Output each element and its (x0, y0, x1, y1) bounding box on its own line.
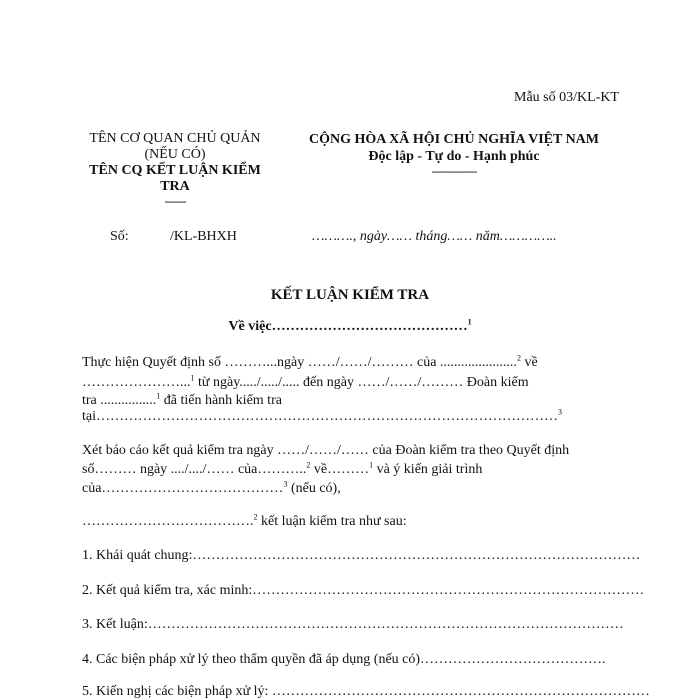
text-span: ………………………………. (82, 514, 254, 529)
footnote-mark: 3 (283, 479, 288, 489)
paragraph-2-line-2 (82, 462, 482, 478)
national-motto-block (284, 131, 624, 177)
text-span: số……… ngày ..../..../…… của……….. (82, 462, 307, 477)
text-span: Thực hiện Quyết định số ………...ngày ……/……/……… của ...................... (82, 355, 517, 370)
paragraph-1-line-3 (82, 393, 282, 409)
footnote-mark: 2 (516, 353, 521, 363)
inspection-agency-name: TÊN CQ KẾT LUẬN KIỂM (89, 163, 261, 178)
subject-line (0, 319, 700, 335)
footnote-mark: 3 (558, 407, 562, 417)
section-measures-applied: 4. Các biện pháp xử lý theo thẩm quyền đã áp dụng (nếu có)…………………………………. (82, 652, 606, 667)
text-span: và ý kiến giải trình (373, 462, 483, 477)
section-conclusion: 3. Kết luận:………………………………………………………………………………………… (82, 617, 624, 632)
inspection-agency-name-cont: TRA (160, 179, 190, 194)
paragraph-3 (82, 514, 407, 530)
paragraph-1-line-2 (82, 375, 529, 391)
footnote-mark: 1 (190, 373, 195, 383)
paragraph-1-line-1 (82, 355, 538, 371)
footnote-mark: 1 (156, 391, 161, 401)
paragraph-1-line-4 (82, 409, 562, 425)
parent-agency-note: (NẾU CÓ) (144, 147, 206, 162)
section-inspection-results: 2. Kết quả kiểm tra, xác minh:………………………………………………………………………… (82, 583, 645, 598)
section-recommendations: 5. Kiến nghị các biện pháp xử lý: ……………………………………………………………………… (82, 684, 650, 699)
doc-number-label: Số: (110, 229, 129, 244)
footnote-mark: 2 (306, 460, 311, 470)
text-span: từ ngày...../...../..... đến ngày ……/……/……… Đoàn kiểm (194, 375, 529, 390)
document-title: KẾT LUẬN KIỂM TRA (270, 287, 430, 303)
agency-divider: ------- (164, 194, 186, 208)
paragraph-2-line-1: Xét báo cáo kết quả kiểm tra ngày ……/……/…… của Đoàn kiểm tra theo Quyết định (82, 443, 570, 458)
motto-divider: --------------- (431, 164, 477, 178)
text-span: (nếu có), (287, 481, 341, 496)
agency-block (78, 131, 272, 207)
text-span: của………………………………… (82, 481, 284, 496)
text-span: tra ................ (82, 393, 157, 408)
section-general-overview: 1. Khái quát chung:…………………………………………………………………………………… (82, 548, 641, 563)
text-span: kết luận kiểm tra như sau: (257, 514, 407, 529)
text-span: về (520, 355, 538, 370)
footnote-mark: 2 (253, 512, 258, 522)
text-span: …………………... (82, 375, 191, 390)
form-number: Mẫu số 03/KL-KT (514, 90, 619, 105)
text-span: tại……………………………………………………………………………………… (82, 409, 558, 424)
footnote-mark: 1 (467, 317, 472, 327)
text-span: về……… (310, 462, 370, 477)
footnote-mark: 1 (369, 460, 374, 470)
text-span: đã tiến hành kiểm tra (160, 393, 282, 408)
date-line: ………., ngày…… tháng…… năm………….. (312, 229, 557, 244)
national-motto: Độc lập - Tự do - Hạnh phúc (368, 149, 540, 164)
country-name: CỘNG HÒA XÃ HỘI CHỦ NGHĨA VIỆT NAM (308, 132, 599, 147)
parent-agency-name: TÊN CƠ QUAN CHỦ QUẢN (89, 131, 261, 146)
paragraph-2-line-3 (82, 481, 341, 497)
doc-number-value: /KL-BHXH (170, 229, 237, 244)
subject-text: Về việc…………………………………… (228, 319, 468, 334)
